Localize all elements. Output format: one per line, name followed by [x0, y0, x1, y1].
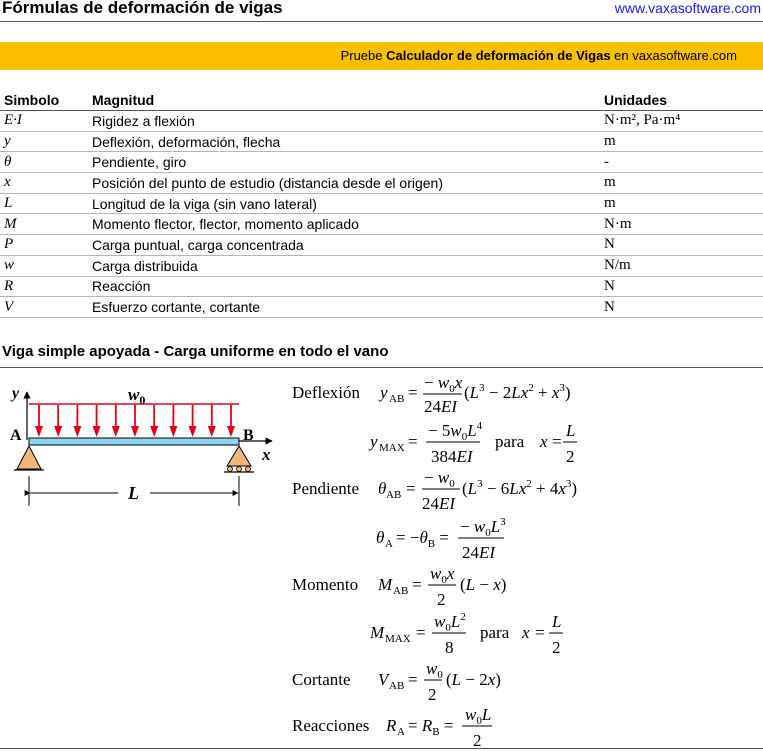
- symbol-cell: θ: [0, 152, 88, 173]
- website-link[interactable]: www.vaxasoftware.com: [614, 0, 761, 16]
- svg-text:=: =: [535, 623, 545, 642]
- load-arrow-head: [227, 426, 235, 437]
- y-axis-label: y: [12, 385, 20, 402]
- load-arrow-head: [93, 426, 101, 437]
- formula-reacciones: [385, 705, 492, 748]
- magnitude-cell: Deflexión, deformación, flecha: [88, 131, 600, 152]
- svg-text:AB: AB: [386, 489, 402, 501]
- table-header-row: [0, 90, 763, 111]
- unit-cell: m: [600, 193, 763, 214]
- svg-text:2: 2: [473, 731, 482, 748]
- support-a-label: A: [10, 427, 22, 444]
- svg-text:w0L: $w_0L$: [465, 705, 492, 727]
- symbol-cell: E·I: [0, 111, 88, 132]
- label-cortante: Cortante: [292, 670, 351, 689]
- svg-text:L: L: [566, 421, 576, 440]
- pinned-support-a: [17, 446, 41, 469]
- svg-text:w0x: $w_0x$: [430, 564, 455, 586]
- promo-banner[interactable]: [0, 42, 763, 70]
- symbol-cell: w: [0, 255, 88, 276]
- length-label: L: [128, 483, 139, 503]
- table-row: [0, 193, 763, 214]
- table-row: [0, 214, 763, 235]
- beam-diagram: [0, 380, 285, 530]
- banner-suffix: en vaxasoftware.com: [610, 48, 737, 63]
- roller-wheel: [237, 467, 242, 472]
- symbol-cell: P: [0, 235, 88, 256]
- svg-text:θ: θ: [376, 528, 385, 547]
- load-arrow-head: [73, 426, 81, 437]
- svg-text:=: =: [406, 479, 416, 498]
- svg-text:A: A: [397, 726, 405, 738]
- magnitude-cell: Esfuerzo cortante, cortante: [88, 297, 600, 318]
- svg-text:MAX: MAX: [379, 442, 405, 454]
- svg-text:− w0L3: − $w_0L^3$: [460, 516, 506, 539]
- formula-momento: [377, 564, 506, 609]
- load-arrows: [35, 405, 235, 437]
- unit-cell: N: [600, 235, 763, 256]
- unit-cell: N: [600, 297, 763, 318]
- svg-text:− w0: − $w_0$: [424, 468, 455, 490]
- load-arrow-head: [131, 426, 139, 437]
- magnitude-cell: Pendiente, giro: [88, 152, 600, 173]
- load-label: $w_0$: [128, 385, 146, 407]
- label-pendiente: Pendiente: [292, 479, 360, 498]
- banner-prefix: Pruebe: [340, 48, 387, 63]
- unit-cell: N/m: [600, 255, 763, 276]
- table-row: [0, 152, 763, 173]
- svg-text:− 5w0L4: − $5w_0L^4$: [428, 420, 483, 443]
- svg-text:M: M: [378, 575, 393, 594]
- load-arrow-head: [112, 426, 120, 437]
- load-arrow-head: [208, 426, 216, 437]
- svg-text:=: =: [408, 432, 418, 451]
- symbols-table: [0, 90, 763, 318]
- load-arrow-head: [35, 426, 43, 437]
- magnitude-cell: Carga puntual, carga concentrada: [88, 235, 600, 256]
- page-title: Fórmulas de deformación de vigas: [2, 0, 283, 17]
- unit-cell: N·m: [600, 214, 763, 235]
- label-momento: Momento: [292, 575, 359, 594]
- svg-text:=: =: [412, 575, 422, 594]
- svg-text:L: L: [552, 612, 562, 631]
- header-divider: [0, 21, 763, 22]
- svg-text:2: 2: [552, 638, 561, 657]
- formula-deflexion: [378, 373, 571, 416]
- svg-text:(L3 − 6Lx2 + 4x3): $(L^3 - 6Lx^2 + 4x^3)$: [462, 478, 578, 498]
- formula-mmax: [369, 611, 563, 657]
- unit-cell: m: [600, 173, 763, 194]
- unit-cell: -: [600, 152, 763, 173]
- svg-text:24EI: 24EI: [462, 543, 496, 562]
- unit-cell: m: [600, 131, 763, 152]
- load-arrow-head: [189, 426, 197, 437]
- svg-text:w0: $w_0$: [426, 659, 443, 681]
- symbol-cell: V: [0, 297, 88, 318]
- roller-wheel: [228, 467, 233, 472]
- table-row: [0, 173, 763, 194]
- x-axis-label: x: [262, 445, 271, 464]
- unit-cell: N: [600, 276, 763, 297]
- svg-text:= RB =: = $R_B$ =: [408, 716, 454, 738]
- roller-support-b: [227, 446, 251, 466]
- svg-text:2: 2: [566, 447, 575, 466]
- label-reacciones: Reacciones: [292, 716, 370, 735]
- svg-text:x: x: [522, 623, 530, 642]
- svg-text:24EI: 24EI: [424, 397, 458, 416]
- svg-text:8: 8: [445, 638, 454, 657]
- svg-text:R: R: [386, 716, 397, 735]
- magnitude-cell: Carga distribuida: [88, 255, 600, 276]
- table-row: [0, 297, 763, 318]
- svg-text:AB: AB: [389, 680, 405, 692]
- svg-text:2: 2: [428, 685, 437, 704]
- para-label: para: [495, 432, 525, 451]
- svg-text:A: A: [385, 538, 393, 550]
- symbol-cell: R: [0, 276, 88, 297]
- load-arrow-head: [150, 426, 158, 437]
- svg-text:= −θB =: = $-\theta_B$ =: [396, 528, 449, 550]
- load-arrow-head: [169, 426, 177, 437]
- header-magnitude: Magnitud: [88, 90, 600, 111]
- svg-text:=: =: [408, 670, 418, 689]
- svg-text:− w0x: − $w_0x$: [424, 373, 463, 395]
- beam: [29, 438, 239, 445]
- symbol-cell: y: [0, 131, 88, 152]
- svg-text:V: V: [378, 670, 389, 689]
- svg-text:2: 2: [437, 590, 446, 609]
- svg-text:=: =: [552, 432, 562, 451]
- roller-wheel: [246, 467, 251, 472]
- magnitude-cell: Posición del punto de estudio (distancia desde el origen): [88, 173, 600, 194]
- table-row: [0, 276, 763, 297]
- header-symbol: Simbolo: [0, 90, 88, 111]
- formula-ymax: [368, 420, 577, 466]
- table-row: [0, 131, 763, 152]
- formula-theta-a: [376, 516, 506, 562]
- label-deflexion: Deflexión: [292, 383, 360, 402]
- magnitude-cell: Momento flector, flector, momento aplicado: [88, 214, 600, 235]
- svg-text:θ: θ: [378, 479, 387, 498]
- symbol-cell: x: [0, 173, 88, 194]
- svg-text:=: =: [408, 383, 418, 402]
- magnitude-cell: Reacción: [88, 276, 600, 297]
- banner-calculator-link[interactable]: Calculador de deformación de Vigas: [386, 48, 611, 63]
- symbol-cell: L: [0, 193, 88, 214]
- section-divider: [0, 367, 763, 368]
- table-row: [0, 235, 763, 256]
- svg-text:w0L2: $w_0L^2$: [434, 611, 466, 634]
- para-label: para: [480, 623, 510, 642]
- table-row: [0, 255, 763, 276]
- svg-text:y: y: [380, 383, 388, 402]
- svg-text:(L − x): (L − x): [460, 575, 507, 594]
- table-row: [0, 111, 763, 132]
- svg-text:(L − 2x): (L − 2x): [446, 670, 501, 689]
- support-b-label: B: [243, 427, 254, 444]
- svg-text:MAX: MAX: [385, 633, 411, 645]
- formula-pendiente: [378, 468, 577, 513]
- load-arrow-head: [54, 426, 62, 437]
- svg-text:x: x: [540, 432, 548, 451]
- header-units: Unidades: [600, 90, 763, 111]
- magnitude-cell: Rigidez a flexión: [88, 111, 600, 132]
- svg-text:24EI: 24EI: [422, 494, 456, 513]
- symbol-cell: M: [0, 214, 88, 235]
- svg-text:AB: AB: [393, 585, 409, 597]
- footer-divider: [0, 748, 763, 749]
- section-title: Viga simple apoyada - Carga uniforme en todo el vano: [2, 343, 389, 360]
- formulas-panel: [290, 370, 760, 748]
- svg-text:384EI: 384EI: [431, 447, 473, 466]
- formula-cortante: [378, 659, 501, 704]
- svg-text:M: M: [370, 623, 385, 642]
- svg-text:y: y: [370, 432, 378, 451]
- magnitude-cell: Longitud de la viga (sin vano lateral): [88, 193, 600, 214]
- svg-text:=: =: [416, 623, 426, 642]
- unit-cell: N·m², Pa·m⁴: [600, 111, 763, 132]
- svg-text:(L3 − 2Lx2 + x3): $(L^3 - 2Lx^2 + x^3)$: [464, 382, 571, 402]
- svg-text:AB: AB: [389, 393, 405, 405]
